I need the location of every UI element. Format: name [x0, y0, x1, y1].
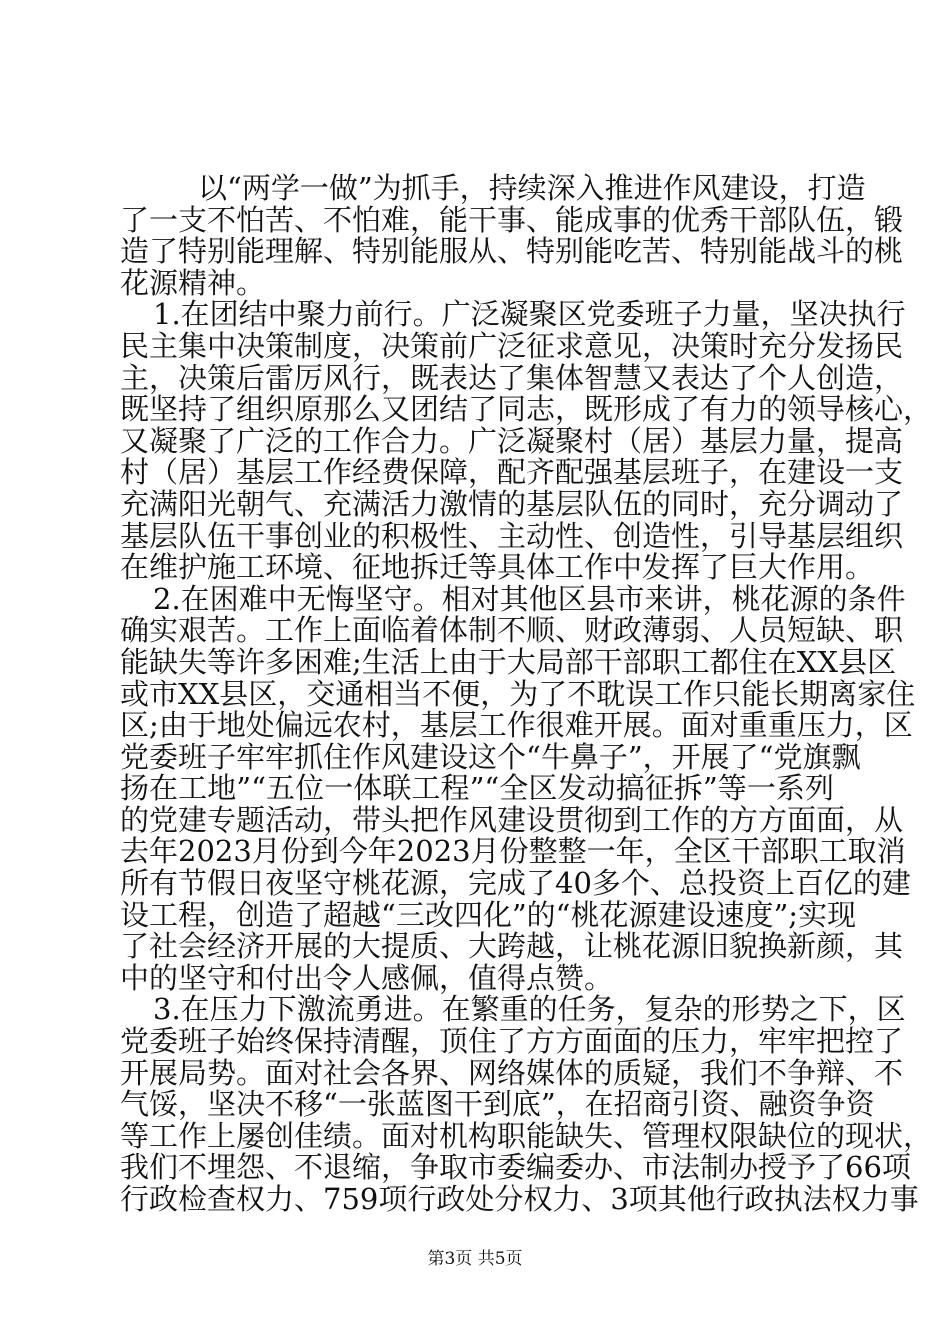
text-line: 所有节假日夜坚守桃花源，完成了40多个、总投资上百亿的建	[120, 866, 911, 901]
text-line: 等工作上屡创佳绩。面对机构职能缺失、管理权限缺位的现状，	[120, 1118, 933, 1153]
text-line: 基层队伍干事创业的积极性、主动性、创造性，引导基层组织	[120, 518, 904, 553]
text-line: 造了特别能理解、特别能服从、特别能吃苦、特别能战斗的桃	[120, 234, 904, 269]
text-line: 花源精神。	[120, 265, 266, 300]
text-line: 行政检查权力、759项行政处分权力、3项其他行政执法权力事	[120, 1182, 919, 1216]
text-line: 我们不埋怨、不退缩，争取市委编委办、市法制办授予了66项	[120, 1150, 911, 1185]
text-line: 去年2023月份到今年2023月份整整一年，全区干部职工取消	[120, 834, 906, 869]
text-line: 或市XX县区，交通相当不便，为了不耽误工作只能长期离家住	[120, 676, 916, 711]
text-line: 以“两学一做”为抓手，持续深入推进作风建设，打造	[198, 171, 866, 205]
text-line: 村（居）基层工作经费保障，配齐配强基层班子，在建设一支	[120, 455, 904, 490]
text-line: 2.在困难中无悔坚守。相对其他区县市来讲，桃花源的条件	[153, 581, 906, 616]
text-line: 区;由于地处偏远农村，基层工作很难开展。面对重重压力，区	[120, 708, 913, 743]
text-line: 中的坚守和付出令人感佩，值得点赞。	[120, 960, 614, 995]
text-line: 民主集中决策制度，决策前广泛征求意见，决策时充分发扬民	[120, 328, 904, 363]
numbered-paragraph	[120, 992, 933, 1216]
intro-paragraph	[120, 171, 904, 300]
text-line: 气馁，坚决不移“一张蓝图干到底”，在招商引资、融资争资	[120, 1087, 875, 1122]
page-footer: 第3页 共5页	[427, 1249, 523, 1269]
text-line: 开展局势。面对社会各界、网络媒体的质疑，我们不争辩、不	[120, 1055, 904, 1090]
text-line: 了社会经济开展的大提质、大跨越，让桃花源旧貌换新颜，其	[120, 929, 904, 964]
text-line: 扬在工地”“五位一体联工程”“全区发动搞征拆”等一系列	[120, 771, 834, 806]
text-line: 了一支不怕苦、不怕难，能干事、能成事的优秀干部队伍，锻	[120, 202, 904, 237]
text-line: 既坚持了组织原那么又团结了同志，既形成了有力的领导核心，	[120, 392, 933, 427]
text-line: 充满阳光朝气、充满活力激情的基层队伍的同时，充分调动了	[120, 486, 904, 521]
text-line: 1.在团结中聚力前行。广泛凝聚区党委班子力量，坚决执行	[153, 297, 906, 332]
text-line: 在维护施工环境、征地拆迁等具体工作中发挥了巨大作用。	[120, 550, 875, 585]
text-line: 确实艰苦。工作上面临着体制不顺、财政薄弱、人员短缺、职	[120, 613, 904, 648]
document-body	[120, 171, 933, 1216]
text-line: 设工程，创造了超越“三改四化”的“桃花源建设速度”;实现	[120, 897, 857, 932]
text-line: 主，决策后雷厉风行，既表达了集体智慧又表达了个人创造，	[120, 360, 904, 395]
text-line: 3.在压力下激流勇进。在繁重的任务，复杂的形势之下，区	[153, 992, 906, 1027]
text-line: 能缺失等许多困难;生活上由于大局部干部职工都住在XX县区	[120, 644, 897, 679]
text-line: 党委班子始终保持清醒，顶住了方方面面的压力，牢牢把控了	[120, 1024, 904, 1059]
text-line: 又凝聚了广泛的工作合力。广泛凝聚村（居）基层力量，提高	[120, 423, 904, 458]
text-line: 的党建专题活动，带头把作风建设贯彻到工作的方方面面，从	[120, 802, 904, 837]
numbered-paragraph	[120, 581, 916, 995]
numbered-paragraph	[120, 297, 933, 585]
text-line: 党委班子牢牢抓住作风建设这个“牛鼻子”，开展了“党旗飘	[120, 739, 861, 774]
